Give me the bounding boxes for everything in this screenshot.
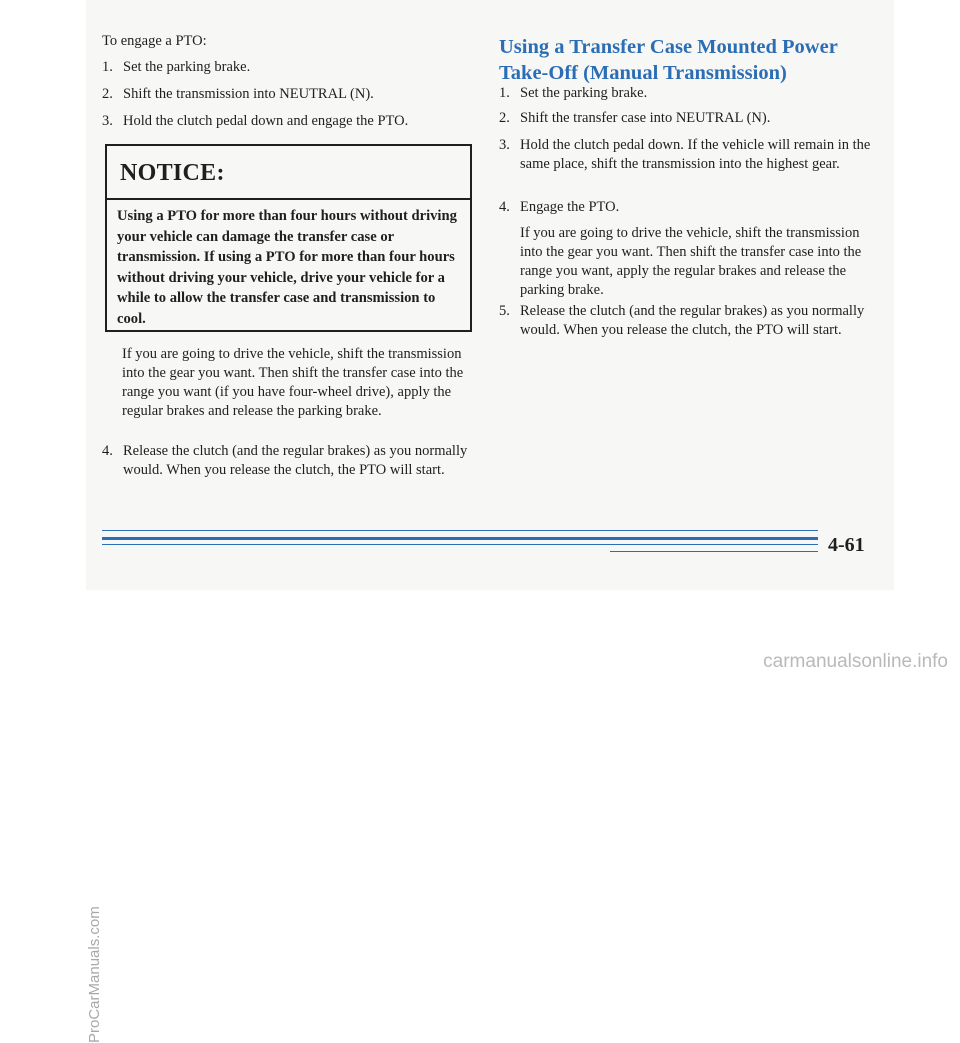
step-text: Shift the transmission into NEUTRAL (N). bbox=[123, 86, 374, 102]
step-number: 4. bbox=[499, 199, 510, 215]
list-item bbox=[499, 109, 892, 128]
step-number: 3. bbox=[102, 113, 113, 129]
notice-box bbox=[105, 144, 472, 332]
footer-rule bbox=[102, 530, 818, 531]
step-number: 3. bbox=[499, 137, 510, 153]
step-text: Shift the transfer case into NEUTRAL (N). bbox=[520, 110, 771, 126]
step-number: 2. bbox=[499, 110, 510, 126]
step-number: 4. bbox=[102, 443, 113, 459]
section-heading: Using a Transfer Case Mounted Power Take-Off (Manual Transmission) bbox=[499, 36, 838, 84]
list-item bbox=[499, 302, 892, 340]
step4-followup-text: If you are going to drive the vehicle, shift the transmission into the gear you want. Then shift the transfer case into the range you want, apply the regular brakes and release the parking brake. bbox=[520, 225, 862, 298]
step3-followup-text: If you are going to drive the vehicle, shift the transmission into the gear you want. Then shift the transfer case into the range you want (if you have four-wheel drive), apply the regular brakes and release the parking brake. bbox=[122, 346, 464, 419]
step-text: Set the parking brake. bbox=[520, 85, 648, 101]
list-item bbox=[102, 442, 495, 480]
step-number: 1. bbox=[102, 59, 113, 75]
watermark-text: ProCarManuals.com bbox=[86, 906, 103, 1043]
site-footer: carmanualsonline.info bbox=[763, 651, 948, 672]
list-item bbox=[499, 136, 892, 174]
step-text: Hold the clutch pedal down and engage the PTO. bbox=[123, 113, 409, 129]
notice-text: Using a PTO for more than four hours without driving your vehicle can damage the transfer case or transmission. If using a PTO for more than four hours without driving your vehicle, drive your vehicle for a while to allow the transfer case and transmission to cool. bbox=[117, 208, 457, 327]
footer-rule bbox=[102, 544, 818, 545]
step-number: 2. bbox=[102, 86, 113, 102]
page-number: 4-61 bbox=[828, 534, 865, 556]
footer-rule-thick bbox=[102, 537, 818, 540]
step-text: Release the clutch (and the regular brakes) as you normally would. When you release the clutch, the PTO will start. bbox=[123, 443, 468, 478]
step-number: 1. bbox=[499, 85, 510, 101]
step-text: Release the clutch (and the regular brakes) as you normally would. When you release the clutch, the PTO will start. bbox=[520, 303, 865, 338]
intro-text: To engage a PTO: bbox=[102, 33, 207, 49]
footer-rule-short bbox=[610, 551, 818, 552]
list-item bbox=[102, 112, 491, 131]
list-item bbox=[102, 58, 491, 77]
watermark bbox=[86, 300, 114, 1043]
step-text: Hold the clutch pedal down. If the vehicle will remain in the same place, shift the transmission into the highest gear. bbox=[520, 137, 871, 172]
step-text: Set the parking brake. bbox=[123, 59, 251, 75]
list-item bbox=[102, 85, 491, 104]
step-text: Engage the PTO. bbox=[520, 199, 620, 215]
list-item bbox=[499, 84, 892, 103]
notice-title: NOTICE: bbox=[107, 146, 470, 200]
list-item bbox=[499, 198, 892, 217]
step-number: 5. bbox=[499, 303, 510, 319]
